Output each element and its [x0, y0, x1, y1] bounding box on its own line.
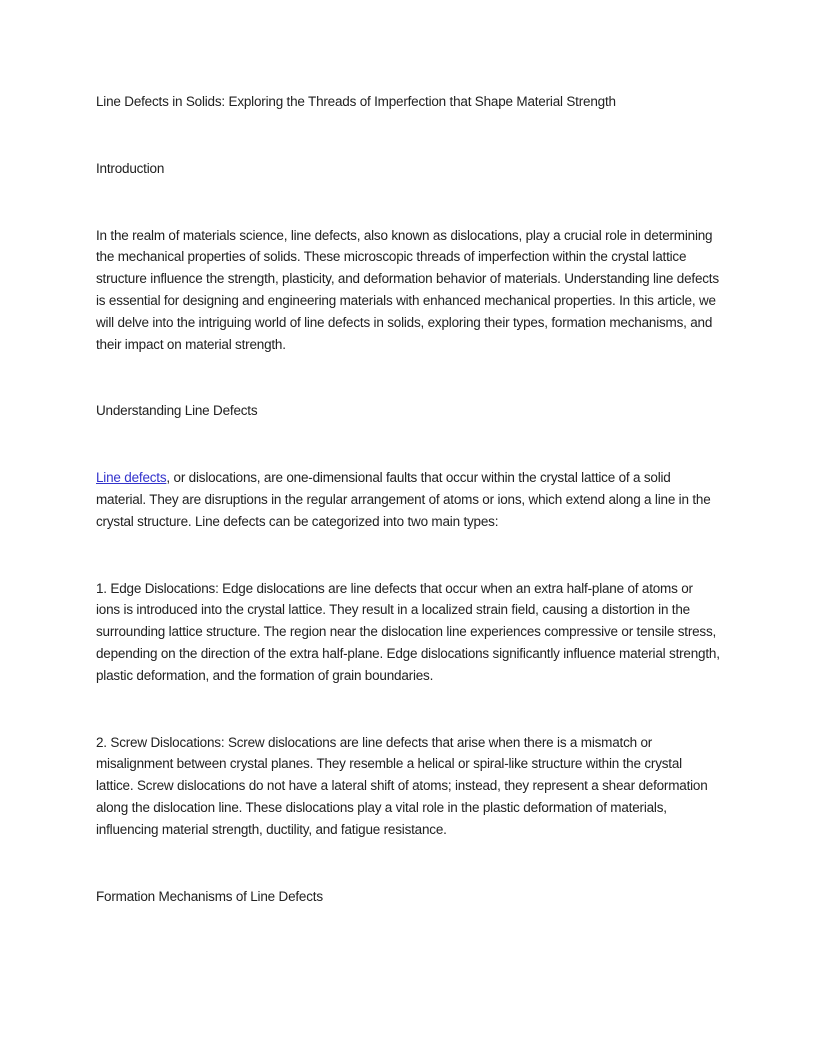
introduction-heading: Introduction: [96, 160, 165, 176]
screw-dislocations-paragraph: 2. Screw Dislocations: Screw dislocations are line defects that arise when there is a mismatch or misalignment between crystal planes. They resemble a helical or spiral-like structure within the crystal lattice. Screw dislocations do not have a lateral shift of atoms; instead, they represent a shear deformation along the dislocation line. These dislocations play a vital role in the plastic deformation of materials, influencing material strength, ductility, and fatigue resistance.: [96, 734, 708, 837]
line-defects-definition-paragraph: [96, 467, 720, 532]
formation-mechanisms-heading: Formation Mechanisms of Line Defects: [96, 888, 323, 904]
introduction-paragraph: In the realm of materials science, line defects, also known as dislocations, play a crucial role in determining the mechanical properties of solids. These microscopic threads of imperfection within the crystal lattice structure influence the strength, plasticity, and deformation behavior of materials. Understanding line defects is essential for designing and engineering materials with enhanced mechanical properties. In this article, we will delve into the intriguing world of line defects in solids, exploring their types, formation mechanisms, and their impact on material strength.: [96, 227, 719, 352]
understanding-line-defects-heading: Understanding Line Defects: [96, 403, 258, 419]
line-defects-link[interactable]: Line defects: [96, 470, 167, 486]
edge-dislocations-paragraph: 1. Edge Dislocations: Edge dislocations are line defects that occur when an extra half-plane of atoms or ions is introduced into the crystal lattice. They result in a localized strain field, causing a distortion in the surrounding lattice structure. The region near the dislocation line experiences compressive or tensile stress, depending on the direction of the extra half-plane. Edge dislocations significantly influence material strength, plastic deformation, and the formation of grain boundaries.: [96, 580, 720, 683]
line-defects-definition-text: , or dislocations, are one-dimensional faults that occur within the crystal lattice of a solid material. They are disruptions in the regular arrangement of atoms or ions, which extend along a line in the crystal structure. Line defects can be categorized into two main types:: [96, 470, 711, 529]
document-title: Line Defects in Solids: Exploring the Threads of Imperfection that Shape Material Strength: [96, 94, 616, 109]
